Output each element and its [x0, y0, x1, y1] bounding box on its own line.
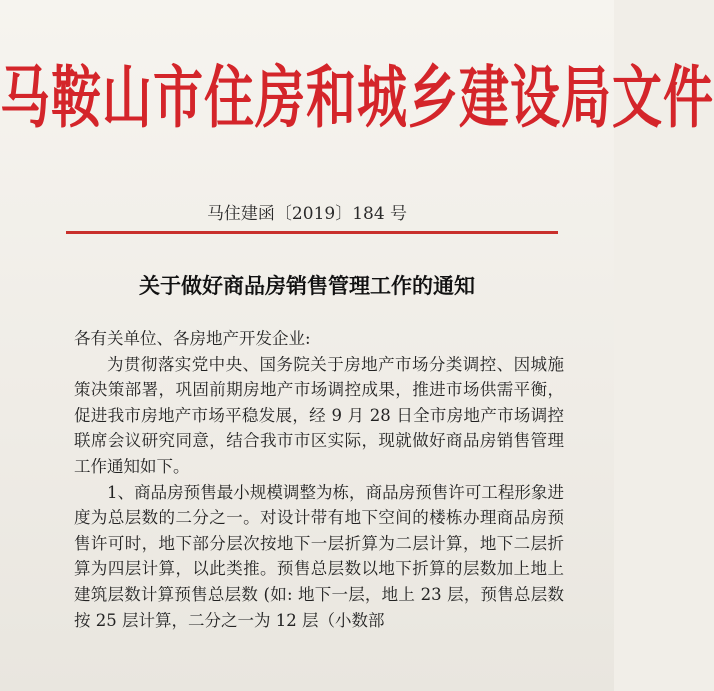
salutation: 各有关单位、各房地产开发企业:	[74, 329, 311, 348]
notice-body	[74, 326, 564, 633]
issuer-header: 马鞍山市住房和城乡建设局文件	[0, 58, 714, 138]
red-divider-line	[66, 231, 558, 234]
paragraph-intro: 为贯彻落实党中央、国务院关于房地产市场分类调控、因城施策决策部署，巩固前期房地产市场调控成果，推进市场供需平衡，促进我市房地产市场平稳发展，经 9 月 28 日全市房地产市场调控联席会议研究同意，结合我市市区实际，现就做好商品房销售管理工作通知如下。	[74, 354, 564, 476]
notice-title: 关于做好商品房销售管理工作的通知	[139, 273, 475, 298]
paragraph-item-1: 1、商品房预售最小规模调整为栋，商品房预售许可工程形象进度为总层数的二分之一。对设计带有地下空间的楼栋办理商品房预售许可时，地下部分层次按地下一层折算为二层计算，地下二层折算为四层计算，以此类推。预售总层数以地下折算的层数加上地上建筑层数计算预售总层数 (如: 地下一层，地上 23 层，预售总层数按 25 层计算，二分之一为 12 层（小数部	[74, 482, 564, 630]
document-number: 马住建函〔2019〕184 号	[206, 204, 408, 224]
